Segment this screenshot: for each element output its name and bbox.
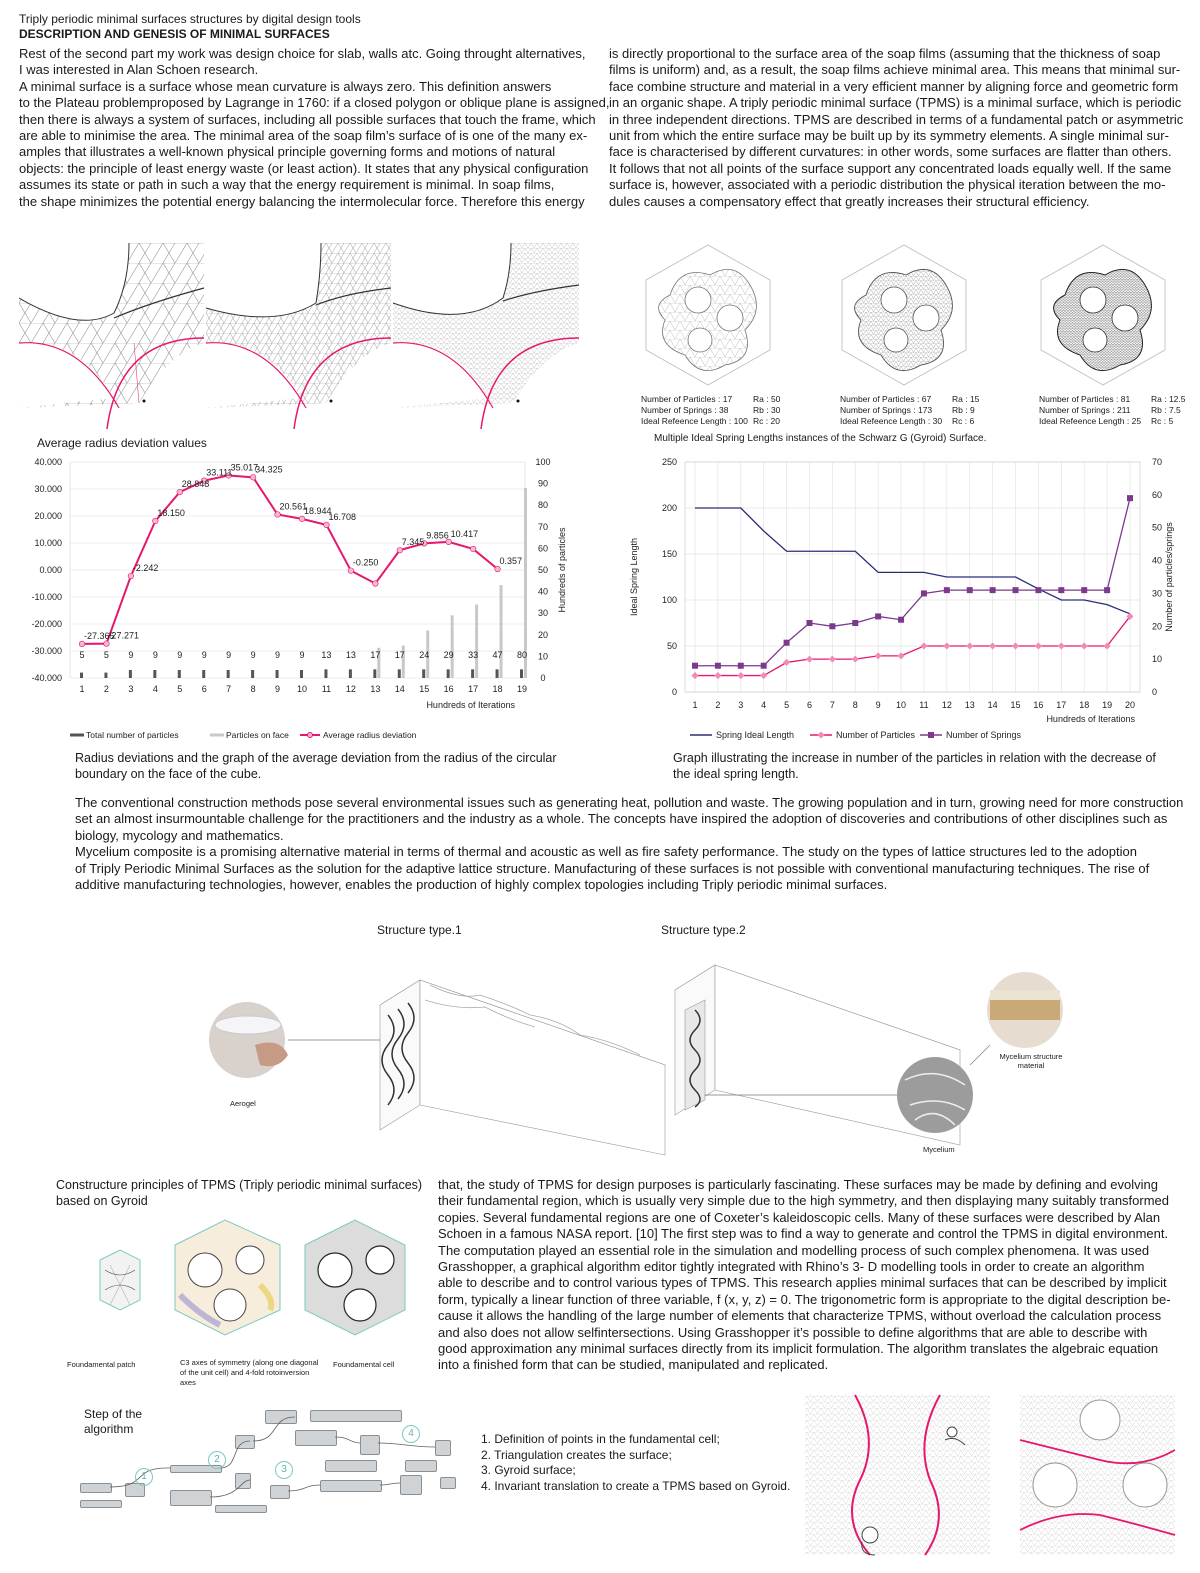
count-label: 29 bbox=[443, 650, 454, 660]
x-tick-label: 2 bbox=[715, 700, 721, 710]
x-tick-label: 6 bbox=[806, 700, 812, 710]
page-title: Triply periodic minimal surfaces structures by digital design tools bbox=[19, 12, 361, 26]
text-line: copies. Several fundamental regions are one of Coxeter’s kaleidoscopic cells. Many of these surfaces were described by Alan bbox=[438, 1209, 1161, 1225]
bar-total-particles bbox=[447, 669, 450, 678]
text-line: The conventional construction methods pose several environmental issues such as generating heat, pollution and waste. The growing population and in turn, growing need for more construction bbox=[75, 795, 1184, 810]
count-label: 9 bbox=[201, 650, 207, 660]
data-point bbox=[989, 642, 996, 649]
count-label: 80 bbox=[516, 650, 528, 660]
hex-stats-2: Number of Particles : 67 Number of Springs : 173 Ideal Refeence Length : 30 bbox=[840, 394, 943, 426]
data-label: 34.325 bbox=[255, 464, 283, 475]
bar-total-particles bbox=[202, 670, 205, 678]
legend-label: Average radius deviation bbox=[323, 730, 417, 740]
hex-radii-3: Ra : 12.5 Rb : 7.5 Rc : 5 bbox=[1151, 394, 1186, 426]
y2-tick-label: 80 bbox=[537, 500, 549, 511]
grasshopper-definition bbox=[70, 1405, 460, 1515]
data-point bbox=[1035, 587, 1041, 593]
y-axis-label: Ideal Spring Length bbox=[629, 537, 639, 617]
text-line: to the Plateau problemproposed by Lagrange in 1760: if a closed polygon or oblique plane is assigned, bbox=[19, 95, 610, 111]
y2-axis-label: Number of particles/springs bbox=[1164, 522, 1174, 632]
series-line bbox=[695, 508, 1130, 614]
data-point bbox=[943, 642, 950, 649]
x-tick-label: 4 bbox=[761, 700, 767, 710]
text-line: biology, mycology and mathematics. bbox=[75, 827, 284, 843]
x-tick-label: 7 bbox=[226, 684, 232, 694]
data-point bbox=[153, 518, 159, 524]
text-line: in an organic shape. A triply periodic minimal surface (TPMS) is a minimal surface, which is periodic bbox=[609, 95, 1182, 111]
bar-total-particles bbox=[178, 670, 181, 678]
y-tick-label: 100 bbox=[661, 595, 677, 605]
count-label: 5 bbox=[103, 650, 109, 660]
data-point bbox=[250, 475, 256, 481]
data-point bbox=[829, 656, 836, 663]
count-label: 17 bbox=[370, 650, 381, 660]
bar-total-particles bbox=[153, 670, 156, 678]
x-tick-label: 12 bbox=[941, 700, 952, 710]
data-point bbox=[348, 568, 354, 574]
text-line: into a finished form that can be studied, manipulated and replicated. bbox=[438, 1357, 829, 1373]
data-point bbox=[806, 620, 812, 626]
y2-axis-label: Hundreds of particles bbox=[557, 527, 567, 613]
mycelium-material-label: Mycelium structure material bbox=[999, 1052, 1063, 1070]
gyroid-renders bbox=[800, 1390, 1180, 1560]
x-tick-label: 6 bbox=[201, 684, 207, 694]
structure-type1-label: Structure type.1 bbox=[377, 923, 462, 937]
data-point bbox=[898, 652, 905, 659]
chart2-caption: Graph illustrating the increase in number of the particles in relation with the decrease of the ideal spring length. bbox=[673, 751, 1156, 781]
bar-total-particles bbox=[80, 673, 83, 678]
hex-panel-2 bbox=[842, 245, 966, 385]
y2-tick-label: 10 bbox=[1152, 654, 1163, 665]
data-point bbox=[495, 566, 501, 572]
data-label: 10.417 bbox=[450, 528, 479, 539]
data-label: -27.365 bbox=[84, 630, 115, 641]
data-point bbox=[990, 587, 996, 593]
step-number-3: 3 bbox=[275, 1461, 293, 1479]
data-point bbox=[470, 546, 476, 552]
x-tick-label: 18 bbox=[1079, 700, 1090, 710]
x-tick-label: 13 bbox=[370, 684, 381, 694]
y2-tick-label: 50 bbox=[537, 565, 549, 575]
data-point bbox=[784, 640, 790, 646]
data-label: 18.944 bbox=[304, 505, 332, 516]
text-line: The computation played an essential role in the simulation and modelling process of such complex phenomena. It was used bbox=[438, 1242, 1150, 1258]
data-point bbox=[783, 659, 790, 666]
legend-label: Number of Particles bbox=[836, 730, 916, 740]
spring-length-chart bbox=[615, 450, 1200, 750]
algorithm-title: Step of the algorithm bbox=[84, 1407, 143, 1436]
data-point bbox=[691, 672, 698, 679]
text-line: the shape minimizes the potential energy balancing the intermolecular force. Therefore this energy bbox=[19, 193, 585, 209]
bar-total-particles bbox=[251, 670, 254, 678]
bar-particles-on-face bbox=[500, 585, 503, 678]
text-line: is directly proportional to the surface area of the soap films (assuming that the thickness of soap bbox=[609, 46, 1161, 61]
chart1-caption: Radius deviations and the graph of the average deviation from the radius of the circular boundary on the face of the cube. bbox=[75, 751, 557, 781]
data-point bbox=[1058, 642, 1065, 649]
hex-caption: Multiple Ideal Spring Lengths instances of the Schwarz G (Gyroid) Surface. bbox=[654, 433, 987, 444]
render-with-figures bbox=[805, 1395, 990, 1555]
data-point bbox=[852, 656, 859, 663]
y2-tick-label: 50 bbox=[1152, 522, 1163, 533]
x-tick-label: 5 bbox=[177, 684, 183, 694]
data-label: 18.150 bbox=[157, 507, 185, 518]
data-point bbox=[966, 642, 973, 649]
y2-tick-label: 100 bbox=[535, 457, 551, 467]
data-point bbox=[829, 623, 835, 629]
y-tick-label: 50 bbox=[666, 641, 677, 651]
body-paragraph-2 bbox=[75, 795, 1190, 893]
bar-particles-on-face bbox=[475, 605, 478, 678]
legend-label: Total number of particles bbox=[86, 730, 179, 740]
data-point bbox=[1058, 587, 1064, 593]
x-tick-label: 11 bbox=[919, 700, 929, 710]
y-tick-label: -40.000 bbox=[31, 673, 62, 683]
series-line bbox=[695, 498, 1130, 666]
x-tick-label: 16 bbox=[1033, 700, 1044, 710]
y2-tick-label: 60 bbox=[1152, 489, 1163, 500]
fundamental-cell bbox=[305, 1220, 405, 1335]
data-label: 33.111 bbox=[206, 467, 233, 478]
text-line: able to describe and to control various types of TPMS. This research applies minimal surfaces that can be described by implicit bbox=[438, 1275, 1167, 1291]
bar-total-particles bbox=[520, 669, 523, 678]
cell-label: Foundamental cell bbox=[333, 1360, 395, 1369]
data-point bbox=[104, 641, 110, 647]
y2-tick-label: 20 bbox=[537, 629, 549, 640]
hex-stats-3: Number of Particles : 81 Number of Springs : 211 Ideal Refeence Length : 25 bbox=[1039, 394, 1142, 426]
mycelium-photo bbox=[897, 1057, 973, 1133]
hex-panel-1 bbox=[646, 245, 770, 385]
mesh-panel-1 bbox=[19, 243, 204, 429]
x-tick-label: 3 bbox=[128, 684, 134, 694]
legend-marker bbox=[817, 731, 824, 738]
count-label: 33 bbox=[468, 650, 479, 660]
text-line: and also does not allow selfintersections. Using Grasshopper it’s possible to define algorithms that are able to describe with bbox=[438, 1324, 1148, 1340]
text-line: dules causes a compensatory effect that greatly increases their structural efficiency. bbox=[609, 193, 1090, 209]
tpms-diagrams bbox=[70, 1215, 440, 1365]
structure-type2-label: Structure type.2 bbox=[661, 923, 746, 937]
data-label: 28.848 bbox=[181, 479, 210, 490]
data-point bbox=[875, 613, 881, 619]
data-point bbox=[128, 573, 134, 579]
bar-total-particles bbox=[471, 669, 474, 678]
y2-tick-label: 40 bbox=[537, 586, 549, 597]
x-tick-label: 19 bbox=[516, 684, 528, 694]
x-tick-label: 14 bbox=[394, 684, 405, 694]
text-line: unit from which the entire surface may be built up by its symmetry elements. A single minimal sur- bbox=[609, 128, 1169, 144]
mycelium-label: Mycelium bbox=[923, 1145, 955, 1154]
count-label: 13 bbox=[321, 650, 332, 660]
y-tick-label: 10.000 bbox=[34, 538, 62, 548]
x-tick-label: 17 bbox=[1056, 700, 1067, 710]
text-line: A minimal surface is a surface whose mean curvature is always zero. This definition answers bbox=[19, 78, 552, 94]
y2-tick-label: 30 bbox=[537, 608, 549, 619]
plot-frame bbox=[685, 462, 1140, 692]
data-point bbox=[920, 642, 927, 649]
x-tick-label: 10 bbox=[296, 684, 308, 694]
step-number-2: 2 bbox=[208, 1451, 226, 1469]
mesh-panel-2 bbox=[206, 243, 391, 429]
x-tick-label: 1 bbox=[692, 700, 698, 710]
text-line: cause it allows the handling of the large number of elements that characterize TPMS, without overload the calculation process bbox=[438, 1308, 1162, 1324]
data-point bbox=[397, 547, 403, 553]
c3-axes-cell bbox=[175, 1220, 280, 1335]
hex-radii-2: Ra : 15 Rb : 9 Rc : 6 bbox=[952, 394, 980, 426]
x-tick-label: 5 bbox=[784, 700, 790, 710]
x-tick-label: 10 bbox=[896, 700, 907, 710]
count-label: 47 bbox=[492, 650, 503, 660]
text-line: face is characterised by different curvatures: in other words, some surfaces are flatter than others. bbox=[609, 144, 1172, 160]
data-point bbox=[373, 581, 379, 587]
text-line: set an almost insurmountable challenge for the practitioners and the industry as a whole. The concepts have inspired the adoption of discoveries and contributions of other disciplines such as bbox=[75, 811, 1168, 827]
bar-total-particles bbox=[324, 669, 327, 678]
data-point bbox=[1127, 495, 1133, 501]
count-label: 5 bbox=[79, 650, 85, 660]
radius-deviation-chart bbox=[0, 450, 600, 750]
bar-total-particles bbox=[373, 669, 376, 678]
x-tick-label: 8 bbox=[250, 684, 256, 694]
x-tick-label: 3 bbox=[738, 700, 744, 710]
x-tick-label: 15 bbox=[1010, 700, 1021, 710]
chart1-title: Average radius deviation values bbox=[37, 436, 207, 450]
y-tick-label: 250 bbox=[661, 457, 677, 467]
x-tick-label: 8 bbox=[852, 700, 858, 710]
data-label: 20.561 bbox=[279, 501, 308, 512]
data-point bbox=[299, 516, 305, 522]
tpms-title: Constructure principles of TPMS (Triply periodic minimal surfaces) based on Gyroid bbox=[56, 1178, 423, 1208]
aerogel-label: Aerogel bbox=[230, 1099, 256, 1108]
data-point bbox=[715, 663, 721, 669]
data-point bbox=[967, 587, 973, 593]
x-tick-label: 14 bbox=[987, 700, 998, 710]
text-line: face combine structure and material in a very efficient manner by aligning force and geometric form bbox=[609, 78, 1179, 94]
data-point bbox=[324, 522, 330, 528]
mesh-relaxation-images bbox=[19, 243, 579, 429]
gyroid-hex-images bbox=[640, 240, 1185, 395]
x-tick-label: 18 bbox=[492, 684, 503, 694]
text-line: of Triply Periodic Minimal Surfaces as the solution for the adaptive lattice structure. Manufacturing of these surfaces is not possible with conventional manufacturing techniques. The rise of bbox=[75, 860, 1150, 876]
count-label: 9 bbox=[128, 650, 134, 660]
data-point bbox=[714, 672, 721, 679]
x-tick-label: 2 bbox=[103, 684, 109, 694]
hex-stats-1: Number of Particles : 17 Number of Springs : 38 Ideal Refeence Length : 100 bbox=[641, 394, 748, 426]
x-tick-label: 19 bbox=[1102, 700, 1113, 710]
y-tick-label: 0 bbox=[671, 687, 677, 697]
data-point bbox=[921, 590, 927, 596]
data-point bbox=[738, 663, 744, 669]
legend-marker bbox=[308, 733, 313, 738]
data-point bbox=[1013, 587, 1019, 593]
data-point bbox=[1081, 587, 1087, 593]
y-tick-label: -30.000 bbox=[31, 646, 62, 656]
legend-label: Number of Springs bbox=[946, 730, 1022, 740]
data-label: -0.250 bbox=[352, 557, 379, 568]
y2-tick-label: 30 bbox=[1152, 588, 1163, 599]
data-point bbox=[852, 620, 858, 626]
mycelium-material-photo bbox=[987, 972, 1063, 1048]
bar-total-particles bbox=[104, 673, 107, 678]
data-point bbox=[761, 663, 767, 669]
bar-total-particles bbox=[227, 670, 230, 678]
data-point bbox=[1035, 642, 1042, 649]
text-line: in three independent directions. TPMS are described in terms of a fundamental patch or asymmetric bbox=[609, 111, 1184, 127]
intro-left-column bbox=[19, 46, 610, 210]
data-point bbox=[944, 587, 950, 593]
y-tick-label: 30.000 bbox=[34, 484, 62, 494]
bar-total-particles bbox=[398, 669, 401, 678]
data-label: 35.017 bbox=[230, 462, 259, 473]
data-point bbox=[1104, 587, 1110, 593]
x-tick-label: 15 bbox=[419, 684, 430, 694]
axes-label: C3 axes of symmetry (along one diagonal of the unit cell) and 4-fold rotoinversion axes bbox=[180, 1358, 319, 1387]
section-heading: DESCRIPTION AND GENESIS OF MINIMAL SURFACES bbox=[19, 27, 330, 41]
data-point bbox=[692, 663, 698, 669]
render-gyroid-slice bbox=[1020, 1395, 1175, 1555]
x-tick-label: 7 bbox=[829, 700, 835, 710]
data-point bbox=[1081, 642, 1088, 649]
bar-total-particles bbox=[300, 670, 303, 678]
y-tick-label: 40.000 bbox=[34, 457, 62, 467]
body-paragraph-3 bbox=[438, 1177, 1190, 1374]
y-tick-label: 150 bbox=[661, 549, 677, 559]
data-label: -2.242 bbox=[132, 563, 159, 574]
text-line: amples that illustrates a well-known physical principle governing forms and motions of natural bbox=[19, 144, 556, 160]
count-label: 9 bbox=[275, 650, 281, 660]
y-tick-label: -20.000 bbox=[31, 619, 62, 629]
legend-marker bbox=[928, 732, 934, 738]
structure-type1-panel bbox=[380, 980, 665, 1155]
y2-tick-label: 70 bbox=[1152, 457, 1163, 467]
x-tick-label: 13 bbox=[964, 700, 975, 710]
x-tick-label: 11 bbox=[321, 684, 332, 694]
text-line: assumes its state or path in such a way that the energy requirement is minimal. In soap films, bbox=[19, 177, 555, 193]
fundamental-patch bbox=[100, 1250, 140, 1310]
text-line: that, the study of TPMS for design purposes is particularly fascinating. These surfaces may be made by defining and evolving bbox=[438, 1177, 1158, 1192]
y-tick-label: 20.000 bbox=[34, 511, 62, 521]
data-label: 16.708 bbox=[328, 511, 356, 522]
x-axis-label: Hundreds of Iterations bbox=[1046, 714, 1135, 724]
text-line: form, typically a linear function of three variable, f (x, y, z) = 0. The trigonometric form is appropriate to the digital description be- bbox=[438, 1291, 1171, 1307]
x-tick-label: 9 bbox=[875, 700, 881, 710]
mesh-panel-3 bbox=[393, 243, 579, 429]
y2-tick-label: 0 bbox=[540, 673, 546, 683]
x-tick-label: 4 bbox=[152, 684, 158, 694]
data-point bbox=[760, 672, 767, 679]
x-tick-label: 1 bbox=[79, 684, 85, 694]
y2-tick-label: 20 bbox=[1152, 621, 1163, 632]
text-line: Grasshopper, a graphical algorithm editor tightly integrated with Rhino’s 3- D modelling tools in order to create an algorithm bbox=[438, 1259, 1145, 1275]
data-point bbox=[737, 672, 744, 679]
y2-tick-label: 70 bbox=[537, 521, 549, 532]
text-line: good approximation any minimal surfaces directly from its implicit formulation. The algorithm translates the algebraic equation bbox=[438, 1341, 1159, 1357]
hex-radii-1: Ra : 50 Rb : 30 Rc : 20 bbox=[753, 394, 781, 426]
data-point bbox=[275, 512, 281, 518]
bar-total-particles bbox=[276, 670, 279, 678]
text-line: objects: the principle of least energy waste (or least action). It states that any physical configuration bbox=[19, 160, 589, 176]
text-line: are able to minimise the area. The minimal area of the soap film’s surface of is one of the many ex- bbox=[19, 128, 588, 144]
step-number-1: 1 bbox=[135, 1468, 153, 1486]
text-line: then there is always a system of surfaces, including all possible surfaces that touch the frame, which bbox=[19, 111, 596, 127]
x-tick-label: 17 bbox=[468, 684, 479, 694]
text-line: I was interested in Alan Schoen research. bbox=[19, 62, 259, 78]
x-tick-label: 12 bbox=[345, 684, 356, 694]
text-line: Schoen in a famous NASA report. [10] The first step was to find a way to generate and control the TPMS in digital environment. bbox=[438, 1226, 1169, 1242]
y2-tick-label: 40 bbox=[1152, 555, 1163, 566]
step-number-4: 4 bbox=[402, 1425, 420, 1443]
y2-tick-label: 0 bbox=[1152, 687, 1158, 697]
legend-label: Particles on face bbox=[226, 730, 289, 740]
text-line: Rest of the second part my work was design choice for slab, walls atc. Going throught alternatives, bbox=[19, 46, 586, 61]
data-point bbox=[875, 652, 882, 659]
text-line: additive manufacturing technologies, however, enables the production of highly complex topologies including Triply periodic minimal surfaces. bbox=[75, 877, 888, 893]
data-label: 0.357 bbox=[499, 556, 523, 567]
y2-tick-label: 90 bbox=[537, 478, 549, 489]
data-point bbox=[177, 489, 183, 495]
bar-total-particles bbox=[496, 669, 499, 678]
count-label: 9 bbox=[152, 650, 158, 660]
y-tick-label: 0.000 bbox=[39, 565, 62, 575]
count-label: 13 bbox=[345, 650, 356, 660]
text-line: their fundamental region, which is usually very simple due to the high symmetry, and then displaying many suitably transformed bbox=[438, 1193, 1170, 1209]
patch-label: Foundamental patch bbox=[67, 1360, 136, 1369]
data-point bbox=[1012, 642, 1019, 649]
y-tick-label: 200 bbox=[661, 503, 677, 513]
y2-tick-label: 60 bbox=[537, 543, 549, 554]
intro-right-column bbox=[609, 46, 1189, 210]
count-label: 17 bbox=[394, 650, 405, 660]
x-tick-label: 16 bbox=[443, 684, 454, 694]
text-line: films is uniform) and, as a result, the soap films achieve minimal area. This means that minimal sur- bbox=[609, 62, 1181, 78]
hex-panel-3 bbox=[1041, 245, 1165, 385]
bar-total-particles bbox=[349, 669, 352, 678]
text-line: surface is, however, associated with a periodic distribution the physical iteration between the mo- bbox=[609, 177, 1166, 193]
count-label: 9 bbox=[299, 650, 305, 660]
text-line: Mycelium composite is a promising alternative material in terms of thermal and acoustic as well as fire safety performance. The study on the types of lattice structures led to the adoption bbox=[75, 844, 1137, 860]
x-axis-label: Hundreds of Iterations bbox=[426, 700, 515, 710]
data-point bbox=[898, 617, 904, 623]
count-label: 9 bbox=[226, 650, 232, 660]
bar-particles-on-face bbox=[451, 615, 454, 678]
data-label: -27.271 bbox=[108, 630, 139, 641]
aerogel-photo bbox=[209, 1002, 288, 1078]
x-tick-label: 20 bbox=[1124, 700, 1136, 710]
data-label: 9.856 bbox=[426, 530, 449, 541]
y2-tick-label: 10 bbox=[537, 651, 549, 662]
data-point bbox=[79, 641, 85, 647]
text-line: It follows that not all points of the surface support any concentrated loads equally well. If the same bbox=[609, 160, 1172, 176]
bar-total-particles bbox=[422, 669, 425, 678]
data-label: 7.345 bbox=[401, 537, 425, 548]
count-label: 24 bbox=[419, 650, 430, 660]
data-point bbox=[806, 656, 813, 663]
y-tick-label: -10.000 bbox=[31, 592, 62, 602]
x-tick-label: 9 bbox=[275, 684, 281, 694]
legend-label: Spring Ideal Length bbox=[716, 730, 795, 740]
count-label: 9 bbox=[177, 650, 183, 660]
bar-total-particles bbox=[129, 670, 132, 678]
algorithm-steps: 1. Definition of points in the fundamental cell; 2. Triangulation creates the surface; 3. Gyroid surface; 4. Invariant translation to create a TPMS based on Gyroid. bbox=[481, 1432, 791, 1493]
count-label: 9 bbox=[250, 650, 256, 660]
